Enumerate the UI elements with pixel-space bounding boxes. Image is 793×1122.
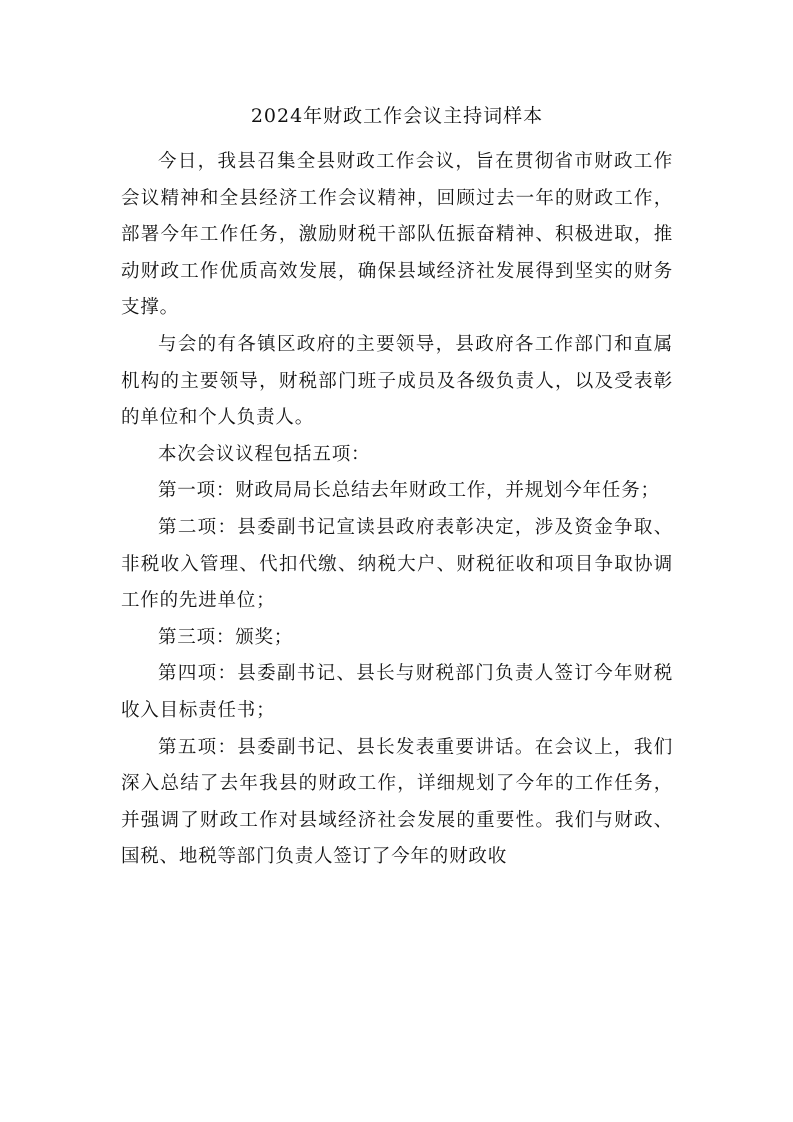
document-title: 2024年财政工作会议主持词样本 — [250, 105, 544, 127]
paragraph-agenda-item-5: 第五项：县委副书记、县长发表重要讲话。在会议上，我们深入总结了去年我县的财政工作，详细规划了今年的工作任务，并强调了财政工作对县域经济社会发展的重要性。我们与财政、国税、地税等部门负责人签订了今年的财政收 — [121, 736, 673, 868]
paragraph-agenda-item-4: 第四项：县委副书记、县长与财税部门负责人签订今年财税收入目标责任书； — [121, 663, 673, 721]
paragraph-agenda-item-2: 第二项：县委副书记宣读县政府表彰决定，涉及资金争取、非税收入管理、代扣代缴、纳税大户、财税征收和项目争取协调工作的先进单位； — [121, 516, 673, 612]
paragraph-attendees: 与会的有各镇区政府的主要领导，县政府各工作部门和直属机构的主要领导，财税部门班子成员及各级负责人，以及受表彰的单位和个人负责人。 — [121, 333, 673, 429]
document-body — [121, 144, 673, 876]
paragraph-agenda-item-3: 第三项：颁奖； — [158, 626, 294, 648]
paragraph-opening: 今日，我县召集全县财政工作会议，旨在贯彻省市财政工作会议精神和全县经济工作会议精神，回顾过去一年的财政工作，部署今年工作任务，激励财税干部队伍振奋精神、积极进取，推动财政工作优质高效发展，确保县域经济社发展得到坚实的财务支撑。 — [121, 151, 673, 319]
paragraph-agenda-intro: 本次会议议程包括五项： — [158, 443, 371, 465]
paragraph-agenda-item-1: 第一项：财政局局长总结去年财政工作，并规划今年任务； — [158, 480, 660, 502]
